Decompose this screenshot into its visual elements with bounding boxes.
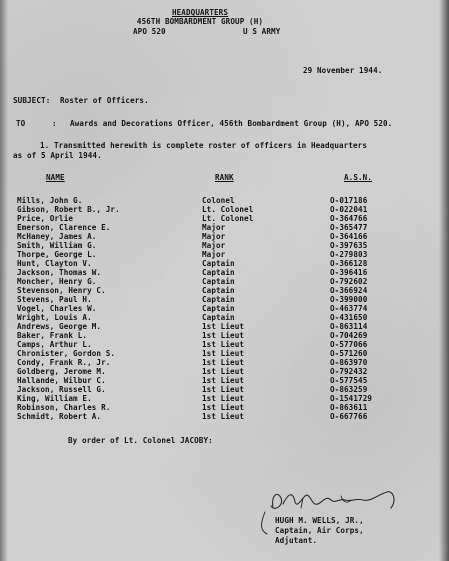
officer-name: Vogel, Charles W.: [17, 304, 97, 313]
officer-rank: Captain: [202, 295, 235, 304]
officer-rank: 1st Lieut: [202, 403, 245, 412]
letterhead-army: U S ARMY: [243, 27, 281, 36]
officer-rank: Captain: [202, 304, 235, 313]
table-row: [0, 385, 449, 394]
officer-name: Andrews, George M.: [17, 322, 102, 331]
officer-asn: O-364166: [330, 232, 368, 241]
subject-text: Roster of Officers.: [60, 96, 149, 105]
officer-rank: 1st Lieut: [202, 376, 245, 385]
signature-role: Adjutant.: [275, 536, 318, 545]
officer-name: Smith, William G.: [17, 241, 97, 250]
officer-asn: O-577545: [330, 376, 368, 385]
table-row: [0, 304, 449, 313]
officer-rank: 1st Lieut: [202, 322, 245, 331]
order-line: By order of Lt. Colonel JACOBY:: [68, 436, 213, 445]
officer-asn: O-399000: [330, 295, 368, 304]
officer-name: Chronister, Gordon S.: [17, 349, 116, 358]
officer-name: Moncher, Henry G.: [17, 277, 97, 286]
table-row: [0, 394, 449, 403]
table-row: [0, 286, 449, 295]
officer-asn: O-863259: [330, 385, 368, 394]
table-row: [0, 412, 449, 421]
officer-rank: 1st Lieut: [202, 394, 245, 403]
officer-name: Jackson, Thomas W.: [17, 268, 102, 277]
table-row: [0, 241, 449, 250]
officer-asn: O-365477: [330, 223, 368, 232]
officer-rank: Captain: [202, 313, 235, 322]
officer-name: Condy, Frank R., Jr.: [17, 358, 111, 367]
officer-asn: O-863611: [330, 403, 368, 412]
officer-name: Thorpe, George L.: [17, 250, 97, 259]
table-row: [0, 214, 449, 223]
officer-name: Baker, Frank L.: [17, 331, 88, 340]
officer-asn: O-792432: [330, 367, 368, 376]
officer-name: Emerson, Clarence E.: [17, 223, 111, 232]
officer-name: Stevens, Paul H.: [17, 295, 92, 304]
subject-label: SUBJECT:: [13, 96, 51, 105]
table-row: [0, 313, 449, 322]
officer-rank: Major: [202, 241, 226, 250]
officer-name: Schmidt, Robert A.: [17, 412, 102, 421]
officer-rank: 1st Lieut: [202, 331, 245, 340]
officer-rank: 1st Lieut: [202, 367, 245, 376]
table-row: [0, 268, 449, 277]
table-row: [0, 403, 449, 412]
officer-rank: 1st Lieut: [202, 340, 245, 349]
table-row: [0, 205, 449, 214]
paragraph-line-1: 1. Transmitted herewith is complete roster of officers in Headquarters: [40, 141, 368, 150]
officer-name: McHaney, James A.: [17, 232, 97, 241]
table-row: [0, 340, 449, 349]
officer-name: King, William E.: [17, 394, 92, 403]
officer-name: Camps, Arthur L.: [17, 340, 92, 349]
table-row: [0, 349, 449, 358]
officer-asn: O-792602: [330, 277, 368, 286]
letterhead-line-1: HEADQUARTERS: [171, 8, 229, 17]
officer-rank: Lt. Colonel: [202, 205, 254, 214]
letterhead-line-2: 456TH BOMBARDMENT GROUP (H): [136, 17, 264, 26]
officer-rank: 1st Lieut: [202, 385, 245, 394]
table-row: [0, 322, 449, 331]
table-row: [0, 250, 449, 259]
officer-rank: 1st Lieut: [202, 349, 245, 358]
signature-name: HUGH M. WELLS, JR.,: [275, 516, 364, 525]
officer-rank: Captain: [202, 268, 235, 277]
officer-rank: 1st Lieut: [202, 358, 245, 367]
officer-asn: O-397635: [330, 241, 368, 250]
to-text: Awards and Decorations Officer, 456th Bombardment Group (H), APO 520.: [70, 119, 393, 128]
document-date: 29 November 1944.: [303, 66, 383, 75]
column-header-asn: A.S.N.: [344, 173, 373, 182]
officer-asn: O-366924: [330, 286, 368, 295]
officer-asn: O-1541729: [330, 394, 373, 403]
officer-asn: O-396416: [330, 268, 368, 277]
officer-name: Price, Orlie: [17, 214, 74, 223]
officer-name: Jackson, Russell G.: [17, 385, 106, 394]
officer-asn: O-463774: [330, 304, 368, 313]
officer-rank: Major: [202, 232, 226, 241]
officer-rank: Colonel: [202, 196, 235, 205]
officer-rank: Lt. Colonel: [202, 214, 254, 223]
officer-name: Robinson, Charles R.: [17, 403, 111, 412]
officer-rank: Major: [202, 223, 226, 232]
column-header-rank: RANK: [215, 173, 234, 182]
to-label: TO: [16, 119, 26, 128]
officer-asn: O-704269: [330, 331, 368, 340]
table-row: [0, 223, 449, 232]
table-row: [0, 232, 449, 241]
officer-asn: O-863970: [330, 358, 368, 367]
officer-asn: O-279803: [330, 250, 368, 259]
table-row: [0, 331, 449, 340]
table-row: [0, 196, 449, 205]
officer-asn: O-364766: [330, 214, 368, 223]
signature-title: Captain, Air Corps,: [275, 526, 364, 535]
officer-asn: O-863114: [330, 322, 368, 331]
officer-asn: O-571260: [330, 349, 368, 358]
officer-name: Wright, Louis A.: [17, 313, 92, 322]
officer-name: Hunt, Clayton V.: [17, 259, 92, 268]
officer-asn: O-022041: [330, 205, 368, 214]
letterhead-apo: APO 520: [133, 27, 166, 36]
officer-name: Stevenson, Henry C.: [17, 286, 106, 295]
officer-asn: O-366128: [330, 259, 368, 268]
paragraph-line-2: as of 5 April 1944.: [13, 151, 102, 160]
officer-name: Hallande, Wilbur C.: [17, 376, 106, 385]
table-row: [0, 358, 449, 367]
officer-rank: 1st Lieut: [202, 412, 245, 421]
officer-rank: Major: [202, 250, 226, 259]
officer-name: Mills, John G.: [17, 196, 83, 205]
table-row: [0, 259, 449, 268]
column-header-name: NAME: [46, 173, 65, 182]
table-row: [0, 367, 449, 376]
to-colon: :: [52, 119, 57, 128]
officer-asn: O-017186: [330, 196, 368, 205]
table-row: [0, 277, 449, 286]
officer-rank: Captain: [202, 286, 235, 295]
officer-rank: Captain: [202, 277, 235, 286]
officer-asn: O-667766: [330, 412, 368, 421]
officer-asn: O-431650: [330, 313, 368, 322]
table-row: [0, 376, 449, 385]
table-row: [0, 295, 449, 304]
officer-name: Gibson, Robert B., Jr.: [17, 205, 120, 214]
officer-asn: O-577066: [330, 340, 368, 349]
officer-rank: Captain: [202, 259, 235, 268]
officer-name: Goldberg, Jerome M.: [17, 367, 106, 376]
